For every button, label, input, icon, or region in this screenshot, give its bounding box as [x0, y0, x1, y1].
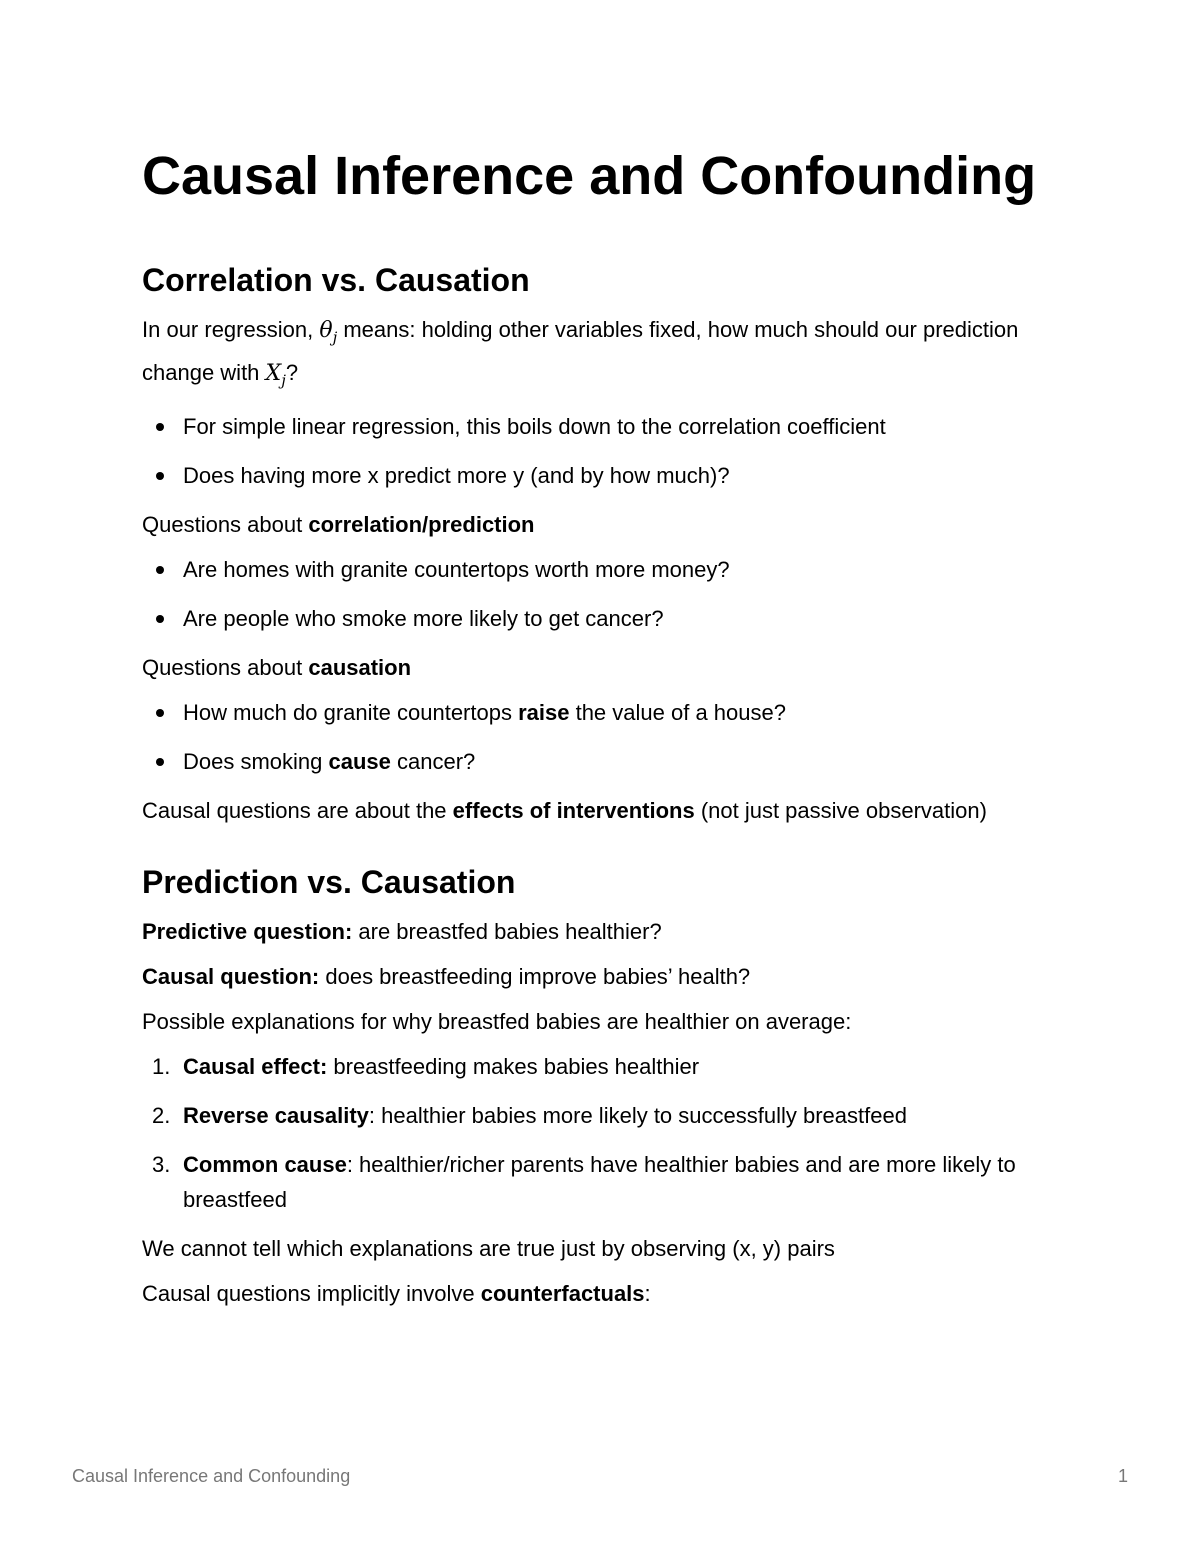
intro-paragraph: In our regression, $\theta_j$ means: holding other variables fixed, how much should our prediction change with $X_j$?	[142, 317, 1019, 390]
list-item: For simple linear regression, this boils down to the correlation coefficient	[142, 409, 1062, 444]
bullet-icon	[156, 615, 164, 623]
footer-title: Causal Inference and Confounding	[72, 1466, 351, 1486]
page-number: 1	[1118, 1466, 1129, 1486]
x-symbol: $X_j$	[265, 361, 286, 390]
questions-correlation-label: Questions about correlation/prediction	[142, 511, 535, 537]
bullet-icon	[156, 566, 164, 574]
list-item: 1. Causal effect: breastfeeding makes babies healthier	[152, 1053, 700, 1079]
section-heading-prediction: Prediction vs. Causation	[142, 863, 516, 900]
causal-question: Causal question: does breastfeeding improve babies’ health?	[142, 963, 751, 989]
questions-causation-label: Questions about causation	[142, 654, 412, 680]
possible-explanations: Possible explanations for why breastfed babies are healthier on average:	[142, 1008, 852, 1034]
causal-interventions-paragraph: Causal questions are about the effects of interventions (not just passive observation)	[142, 797, 987, 823]
bullet-list-correlation	[142, 552, 1062, 636]
numbered-list-explanations	[142, 1049, 1062, 1217]
document-title: Causal Inference and Confounding	[142, 146, 1037, 206]
list-item: Are people who smoke more likely to get cancer?	[142, 601, 1062, 636]
theta-symbol: $\theta_j$	[319, 318, 338, 347]
predictive-question: Predictive question: are breastfed babies healthier?	[142, 918, 662, 944]
bullet-icon	[156, 709, 164, 717]
list-item: 2. Reverse causality: healthier babies more likely to successfully breastfeed	[152, 1102, 907, 1128]
document-page	[142, 140, 1062, 1321]
list-item: Does having more x predict more y (and by how much)?	[142, 458, 1062, 493]
list-item: Are homes with granite countertops worth more money?	[142, 552, 1062, 587]
bullet-icon	[156, 758, 164, 766]
list-item: 3. Common cause: healthier/richer parents have healthier babies and are more likely to breastfeed	[152, 1151, 1016, 1212]
bullet-icon	[156, 423, 164, 431]
cannot-tell-paragraph: We cannot tell which explanations are true just by observing (x, y) pairs	[142, 1235, 835, 1261]
list-item: Does smoking cause cancer?	[142, 744, 1062, 779]
list-item: How much do granite countertops raise the value of a house?	[142, 695, 1062, 730]
counterfactuals-paragraph: Causal questions implicitly involve counterfactuals:	[142, 1280, 651, 1306]
bullet-icon	[156, 472, 164, 480]
bullet-list-regression	[142, 409, 1062, 493]
section-heading-correlation: Correlation vs. Causation	[142, 262, 530, 298]
bullet-list-causation	[142, 695, 1062, 779]
